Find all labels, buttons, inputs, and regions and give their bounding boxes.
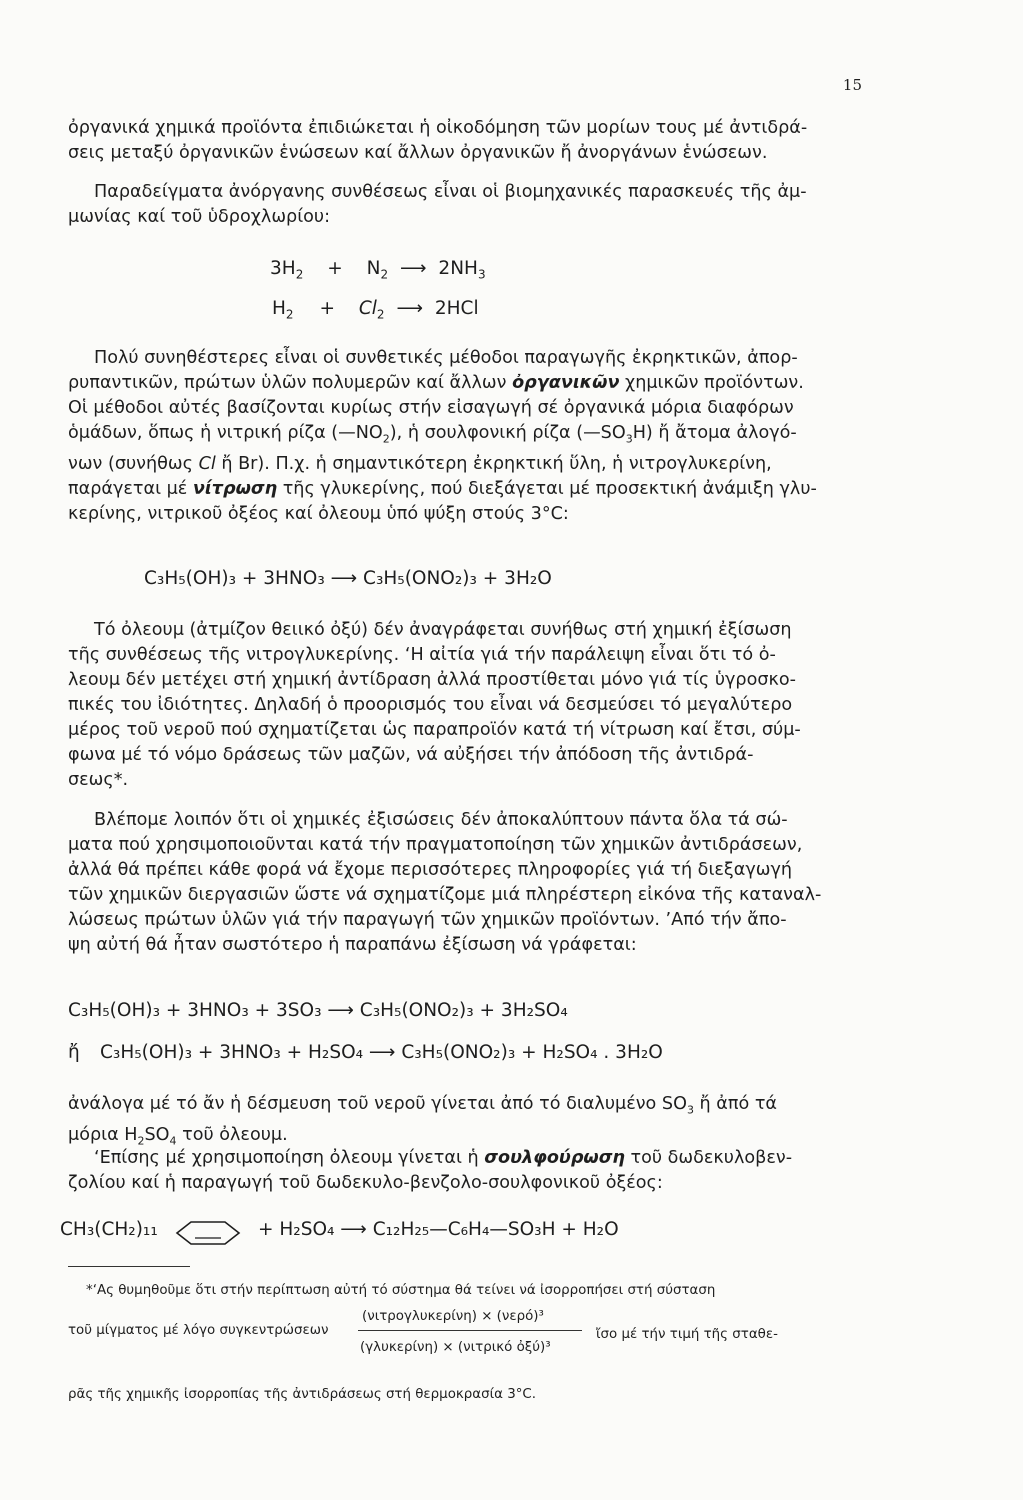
text-line: μέρος τοῦ νεροῦ πού σχηματίζεται ὡς παραπροϊόν κατά τή νίτρωση καί ἔτσι, σύμ-: [68, 720, 801, 740]
emphasis-term: ὀργανικῶν: [512, 373, 620, 393]
text-line: ματα πού χρησιμοποιοῦνται κατά τήν πραγματοποίηση τῶν χημικῶν ἀντιδράσεων,: [68, 835, 803, 855]
text-line: λώσεως πρώτων ὑλῶν γιά τήν παραγωγή τῶν χημικῶν προϊόντων. ’Από τήν ἄπο-: [68, 910, 787, 930]
text-line: νων (συνήθως Cl ἤ Br). Π.χ. ἡ σημαντικότερη ἐκρηκτική ὕλη, ἡ νιτρογλυκερίνη,: [68, 453, 772, 474]
text-line: Οἱ μέθοδοι αὐτές βασίζονται κυρίως στήν εἰσαγωγή σέ ὀργανικά μόρια διαφόρων: [68, 398, 794, 418]
text-line: ἀλλά θά πρέπει κάθε φορά νά ἔχομε περισσότερες πληροφορίες γιά τή διεξαγωγή: [68, 860, 793, 880]
equation-sulfonation-left: CH₃(CH₂)₁₁: [60, 1219, 158, 1240]
paragraph-3: [68, 346, 848, 527]
reaction-arrow: ⟶: [396, 298, 423, 319]
footnote-line: *‘Ας θυμηθοῦμε ὅτι στήν περίπτωση αὐτή τό σύστημα θά τείνει νά ἰσορροπήσει στή σύσταση: [86, 1283, 716, 1298]
footnote-line: ἴσο μέ τήν τιμή τῆς σταθε-: [596, 1327, 778, 1342]
fraction-bar: [358, 1330, 582, 1331]
or-word: ἤ: [68, 1042, 80, 1063]
text-line: Πολύ συνηθέστερες εἶναι οἱ συνθετικές μέθοδοι παραγωγῆς ἐκρηκτικῶν, ἀπορ-: [94, 348, 798, 368]
text-line: ἀνάλογα μέ τό ἄν ἡ δέσμευση τοῦ νεροῦ γίνεται ἀπό τό διαλυμένο $SO_3$ ἤ ἀπό τά: [68, 1094, 778, 1117]
paragraph-7: [68, 1146, 848, 1196]
text-line: Παραδείγματα ἀνόργανης συνθέσεως εἶναι οἱ βιομηχανικές παρασκευές τῆς ἀμ-: [94, 182, 807, 202]
paragraph-1: [68, 116, 848, 166]
paragraph-4: [68, 618, 848, 793]
equation-nitration-so3: C₃H₅(OH)₃ + 3HNO₃ + 3SO₃ ⟶ C₃H₅(ONO₂)₃ + 3H₂SO₄: [68, 1000, 568, 1021]
text-line: ὁμάδων, ὅπως ἡ νιτρική ρίζα $(—NO_2)$, ἡ σουλφονική ρίζα $(—SO_3H)$ ἤ ἄτομα ἀλογό-: [68, 423, 797, 446]
text-line: τῶν χημικῶν διεργασιῶν ὥστε νά σχηματίζομε μιά πληρέστερη εἰκόνα τῆς καταναλ-: [68, 885, 822, 905]
reaction-arrow: ⟶: [400, 258, 427, 279]
text-line: σεως*.: [68, 770, 129, 790]
text-line: παράγεται μέ νίτρωση τῆς γλυκερίνης, πού διεξάγεται μέ προσεκτική ἀνάμιξη γλυ-: [68, 478, 817, 499]
text-line: ρυπαντικῶν, πρώτων ὑλῶν πολυμερῶν καί ἄλλων ὀργανικῶν χημικῶν προϊόντων.: [68, 373, 804, 393]
text-line: Βλέπομε λοιπόν ὅτι οἱ χημικές ἐξισώσεις δέν ἀποκαλύπτουν πάντα ὅλα τά σώ-: [94, 810, 788, 830]
text-line: ζολίου καί ἡ παραγωγή τοῦ δωδεκυλο-βενζολο-σουλφονικοῦ ὀξέος:: [68, 1173, 663, 1193]
footnote-line: τοῦ μίγματος μέ λόγο συγκεντρώσεων: [68, 1323, 329, 1338]
text-line: πικές του ἰδιότητες. Δηλαδή ὁ προορισμός του εἶναι νά δεσμεύσει τό μεγαλύτερο: [68, 695, 793, 715]
equation-sulfonation-right: + H₂SO₄ ⟶ C₁₂H₂₅—C₆H₄—SO₃H + H₂O: [258, 1219, 619, 1240]
equation-nitration-h2so4: C₃H₅(OH)₃ + 3HNO₃ + H₂SO₄ ⟶ C₃H₅(ONO₂)₃ + H₂SO₄ . 3H₂O: [100, 1042, 663, 1063]
emphasis-term: νίτρωση: [192, 478, 278, 499]
text-line: τῆς συνθέσεως τῆς νιτρογλυκερίνης. ‘Η αἰτία γιά τήν παράλειψη εἶναι ὅτι τό ὀ-: [68, 645, 776, 665]
footnote-fraction-numerator: (νιτρογλυκερίνη) × (νερό)³: [362, 1309, 544, 1324]
emphasis-term: σουλφούρωση: [484, 1148, 625, 1168]
footnote-rule: [68, 1266, 190, 1267]
text-line: σεις μεταξύ ὀργανικῶν ἑνώσεων καί ἄλλων ὀργανικῶν ἤ ἀνοργάνων ἑνώσεων.: [68, 143, 768, 163]
paragraph-2: [68, 180, 848, 230]
paragraph-5: [68, 808, 848, 958]
text-line: Τό ὀλεουμ (ἀτμίζον θειικό ὀξύ) δέν ἀναγράφεται συνήθως στή χημική ἐξίσωση: [94, 620, 792, 640]
paragraph-6: [68, 1092, 848, 1153]
equation-ammonia: $3H_2 + N_2$ ⟶ $2NH_3$: [270, 258, 486, 282]
benzene-ring-icon: [175, 1219, 241, 1247]
equation-hcl: $H_2 + Cl_2$ ⟶ 2HCl: [272, 298, 479, 322]
text-line: φωνα μέ τό νόμο δράσεως τῶν μαζῶν, νά αὐξήσει τήν ἀπόδοση τῆς ἀντιδρά-: [68, 745, 754, 765]
text-line: ὀργανικά χημικά προϊόντα ἐπιδιώκεται ἡ οἰκοδόμηση τῶν μορίων τους μέ ἀντιδρά-: [68, 118, 808, 138]
text-line: ψη αὐτή θά ἦταν σωστότερο ἡ παραπάνω ἐξίσωση νά γράφεται:: [68, 935, 637, 955]
text-line: λεουμ δέν μετέχει στή χημική ἀντίδραση ἀλλά προστίθεται μόνο γιά τίς ὑγροσκο-: [68, 670, 796, 690]
footnote-line: ρᾶς τῆς χημικῆς ἰσορροπίας τῆς ἀντιδράσεως στή θερμοκρασία 3°C.: [68, 1387, 537, 1402]
text-line: κερίνης, νιτρικοῦ ὀξέος καί ὀλεουμ ὑπό ψύξη στούς 3°C:: [68, 503, 569, 524]
text-line: ‘Επίσης μέ χρησιμοποίηση ὀλεουμ γίνεται ἡ σουλφούρωση τοῦ δωδεκυλοβεν-: [94, 1148, 793, 1168]
page-number: 15: [842, 76, 862, 94]
footnote-fraction-denominator: (γλυκερίνη) × (νιτρικό ὀξύ)³: [360, 1340, 551, 1355]
equation-nitration: C₃H₅(OH)₃ + 3HNO₃ ⟶ C₃H₅(ONO₂)₃ + 3H₂O: [144, 568, 552, 589]
text-line: μόρια $H_2SO_4$ τοῦ ὀλεουμ.: [68, 1124, 288, 1148]
text-line: μωνίας καί τοῦ ὑδροχλωρίου:: [68, 207, 331, 227]
